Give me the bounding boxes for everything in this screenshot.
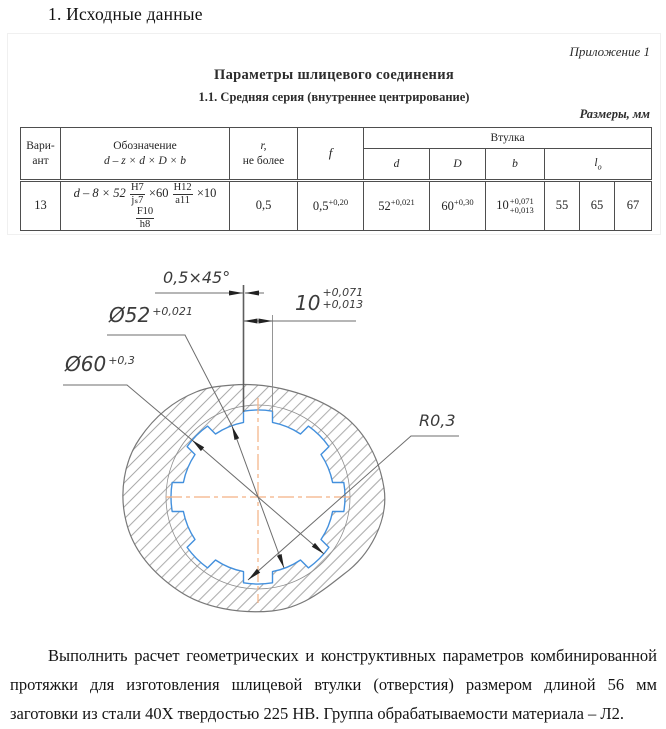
spline-profile bbox=[171, 410, 345, 584]
task-paragraph: Выполнить расчет геометрических и конструктивных параметров комбинированной протяжки для изготовления шлицевой втулки (отверстия) размером длиной 56 мм заготовки из стали 40Х твердостью 225 НВ. Группа обрабатываемости материала – Л2. bbox=[10, 646, 657, 724]
scan-subtitle: 1.1. Средняя серия (внутреннее центрирование) bbox=[198, 90, 470, 104]
cell-l0-3: 67 bbox=[615, 181, 652, 231]
col-header-r: r, не более bbox=[230, 128, 298, 181]
cell-variant: 13 bbox=[21, 181, 61, 231]
arrow-slot-left bbox=[244, 319, 258, 324]
cell-l0-1: 55 bbox=[545, 181, 580, 231]
cell-d: $52^{+0,021}$ bbox=[364, 181, 430, 231]
arrow-slot-right bbox=[259, 319, 273, 324]
col-header-variant: Вари- ант bbox=[21, 128, 61, 181]
cell-r: 0,5 bbox=[230, 181, 298, 231]
scan-title: Параметры шлицевого соединения bbox=[213, 67, 455, 83]
arrow-d60-top bbox=[192, 440, 204, 451]
page-heading: 1. Исходные данные bbox=[48, 4, 203, 24]
cell-l0-2: 65 bbox=[580, 181, 615, 231]
dim-d52-label: Ø52 $^{+0,021}$ bbox=[109, 303, 193, 327]
arrow-chamfer-left bbox=[229, 291, 243, 296]
annex-label: Приложение 1 bbox=[569, 44, 650, 59]
hatched-section bbox=[123, 385, 385, 612]
col-header-designation: Обозначение d – z × d × D × b bbox=[61, 128, 230, 181]
chamfer-circle bbox=[166, 405, 350, 589]
units-label: Размеры, мм bbox=[579, 107, 650, 121]
cell-designation: d – 8 × 52 $\frac{H7}{\text{jₛ7}}$ ×60 $\frac{H12}{a11}$ ×10 $\frac{F10}{h8}$ bbox=[61, 181, 230, 231]
dim-chamfer-label: 0,5×45° bbox=[163, 268, 231, 287]
arrow-d52-top bbox=[232, 426, 239, 440]
col-header-b: b bbox=[486, 149, 545, 181]
radius-label: R0,3 bbox=[419, 411, 456, 430]
cell-D: $60^{+0,30}$ bbox=[430, 181, 486, 231]
scanned-table-region bbox=[7, 33, 661, 235]
col-header-vtulka: Втулка bbox=[364, 128, 652, 149]
col-header-l0: $l_o$ bbox=[545, 149, 652, 181]
cell-b: 10 +0,071 +0,013 bbox=[486, 181, 545, 231]
arrow-d60-bottom bbox=[312, 543, 324, 554]
arrow-chamfer-right bbox=[245, 291, 259, 296]
dim-d60-label: Ø60 $^{+0,3}$ bbox=[65, 352, 135, 376]
col-header-f: f bbox=[298, 128, 364, 181]
dim-line-d60 bbox=[63, 385, 324, 554]
spline-parameters-table bbox=[20, 127, 652, 231]
arrow-r03 bbox=[248, 569, 260, 580]
col-header-d: d bbox=[364, 149, 430, 181]
arrow-d52-bottom bbox=[277, 554, 284, 568]
hub-outline bbox=[123, 385, 385, 612]
cell-f: $0,5^{+0,20}$ bbox=[298, 181, 364, 231]
parameters-table bbox=[20, 127, 652, 231]
dim-slot-width-label: 10 +0,071 +0,013 bbox=[295, 286, 364, 315]
leader-r03 bbox=[248, 436, 459, 580]
col-header-D: D bbox=[430, 149, 486, 181]
